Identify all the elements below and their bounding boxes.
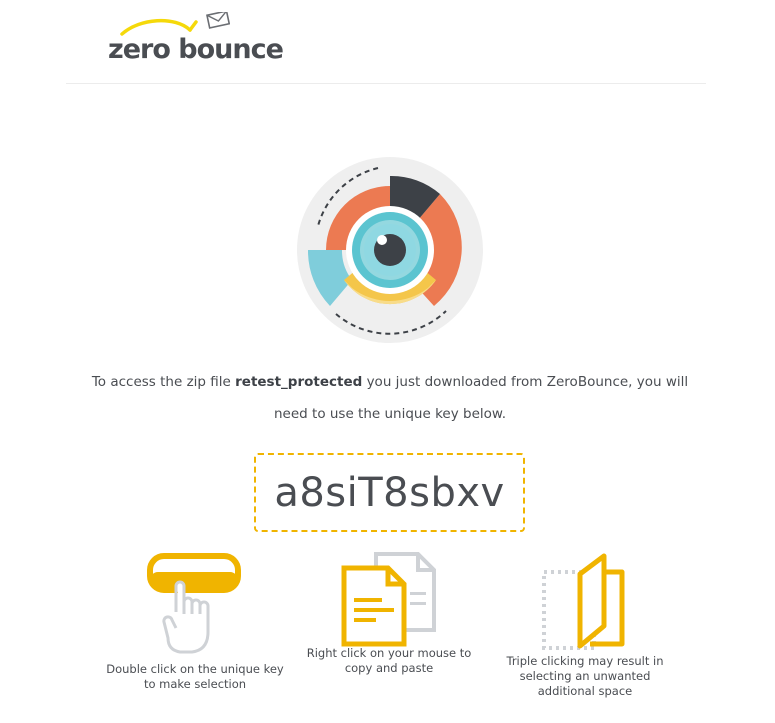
- zip-filename: retest_protected: [235, 374, 363, 390]
- tip-double-click: Double click on the unique key to make selection: [106, 662, 284, 691]
- unique-key-box[interactable]: [254, 453, 525, 532]
- copy-documents-icon: [340, 552, 440, 648]
- unique-key-value[interactable]: a8siT8sbxv: [274, 469, 505, 516]
- intro-text-before: To access the zip file: [91, 374, 236, 390]
- instructions-text: [80, 366, 700, 430]
- intro-text-after: you just downloaded from ZeroBounce, you will need to use the unique key below.: [274, 374, 689, 422]
- eye-target-icon: [296, 156, 484, 344]
- logo-wordmark: zero bounce: [108, 34, 283, 65]
- tip-right-click: Right click on your mouse to copy and paste: [306, 646, 472, 675]
- tip-triple-click: Triple clicking may result in selecting an unwanted additional space: [506, 654, 664, 698]
- envelope-icon: [207, 12, 229, 28]
- folded-page-icon: [540, 552, 630, 652]
- header: [66, 0, 706, 84]
- hand-click-icon: [146, 552, 242, 660]
- zerobounce-logo[interactable]: [108, 12, 288, 68]
